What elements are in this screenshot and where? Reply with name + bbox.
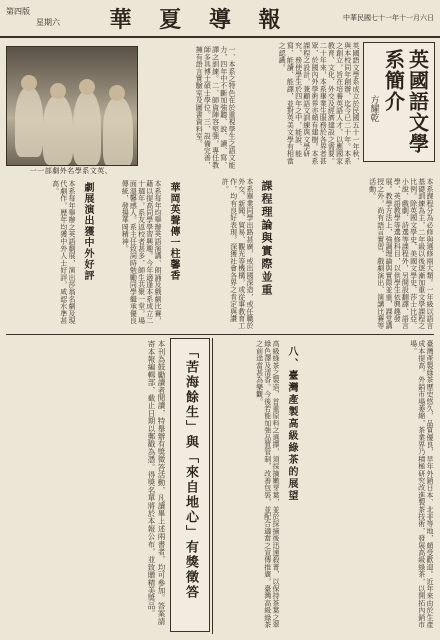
- article-photo-side-text: 一、本系之特色在於重視學生之語文能力，四年中不斷加強聽、說、讀、寫、譯之訓練。二、師資陣容堅強，專任教師多具博士碩士學位。三、設備完善，擁有語言實驗室及圖書資料室。: [195, 46, 236, 169]
- tea-body-text: 高級綠茶之製造，首重原料之選擇，須採摘嫩芽葉，並於採摘後迅速殺菁，以保持茶葉之翠綠色澤及清香。今後若能加強品質管制，改善包裝，並配合適當之宣傳推廣，臺灣高級綠茶之前途當甚為樂觀。: [255, 340, 280, 628]
- masthead: [0, 0, 440, 38]
- quiz-banner: [170, 338, 210, 632]
- photo-caption: 一一部劇外名學系文英、: [29, 167, 113, 175]
- drama-text: 本系每年舉辦之英語劇展，演出莎翁名劇及現代劇作，歷年均獲中外人士好評，咸認水準甚高。: [51, 180, 76, 324]
- ceremony-text: 本系每年均舉辦英語演講、朗誦及戲劇比賽，藉以提高同學學習興趣。今年適逢本系成立二十週年，系友返校者甚多，師生共聚一堂，場面溫馨感人。系主任致詞時勉勵同學繼承優良傳統，發揚華岡精神。: [121, 180, 162, 324]
- tea-intro-text: 臺灣產製綠茶歷史悠久，品質優良，早年外銷日本、北非等地，頗受歡迎。近年來由於生產成本提高，外銷市場萎縮，茶業界乃積極研究改進製茶技術，發展高級綠茶，以開拓內銷市場。: [409, 340, 434, 628]
- event-photo: [6, 46, 138, 166]
- headline-ceremony: 華岡英聲傳一柱馨香: [168, 182, 179, 281]
- headline-tea: 八、臺灣產製高級綠茶的展望: [286, 346, 297, 502]
- page-label: 第四版: [6, 7, 30, 17]
- quiz-questions-text: 本刊為鼓勵讀者閱讀，特舉辦有獎徵答活動，凡讀畢上述兩書者，均可參加。答案請寄本報編輯部，截止日期以郵戳為憑。得獎名單將於本報公布，並致贈精美獎品。: [147, 340, 166, 625]
- newspaper-title: 華 夏 導 報: [109, 6, 291, 33]
- issue-date: 中華民國七十一年十一月六日: [343, 13, 434, 22]
- masthead-left: [0, 8, 86, 28]
- weekday: 星期六: [36, 18, 60, 27]
- feature-title-box: [363, 42, 435, 162]
- feature-title: 英國語文學系簡介: [381, 49, 430, 154]
- headline-drama: 劇展演出獲中外好評: [82, 182, 93, 281]
- column-rule: [212, 338, 213, 634]
- headline-curriculum: 課程理論與實際並重: [260, 180, 273, 297]
- feature-author: 方耀乾: [368, 95, 379, 122]
- section-divider: [6, 334, 434, 335]
- curriculum-text-cont: 本系畢業同學出路甚廣，或出國深造，或任職於外交、新聞、貿易、觀光等機構，或從事教育工作，均有良好表現，深獲社會各界之肯定與讚許。: [221, 178, 254, 330]
- quiz-banner-title: 「苦海餘生」與「來自地心」有獎徵答: [183, 345, 198, 600]
- curriculum-text: 本系課程分為必修與選修兩大類。一年級以語言基礎訓練為主，二年級以後逐漸加重文學課程之比例。除英國文學史、美國文學史、莎士比亞、小說、戲劇、詩選等課程外，另開設翻譯、語言學、英語教學等選修科目，以供學生依興趣發展。教學方法上，強調理論與實際並重，課堂講授之外，尚有語言實習、戲劇演出、演講比賽等活動。: [368, 178, 434, 330]
- article-intro-text: 英國語文學系成立於民國五十一年秋，與本校同年創辦，迄今已二十年。本系之創立，旨在培養英語人才，以應國家教育、文化、外交及經濟建設之需要。二十年來，本系畢業生服務於各界者甚眾，於國內外學術界亦頗有建樹。本系課程之設計，兼顧語文訓練與文學研究，務使學生於四年之中，能說、能寫、能讀、能譯，並對英美文學有相當之認識。: [278, 42, 360, 165]
